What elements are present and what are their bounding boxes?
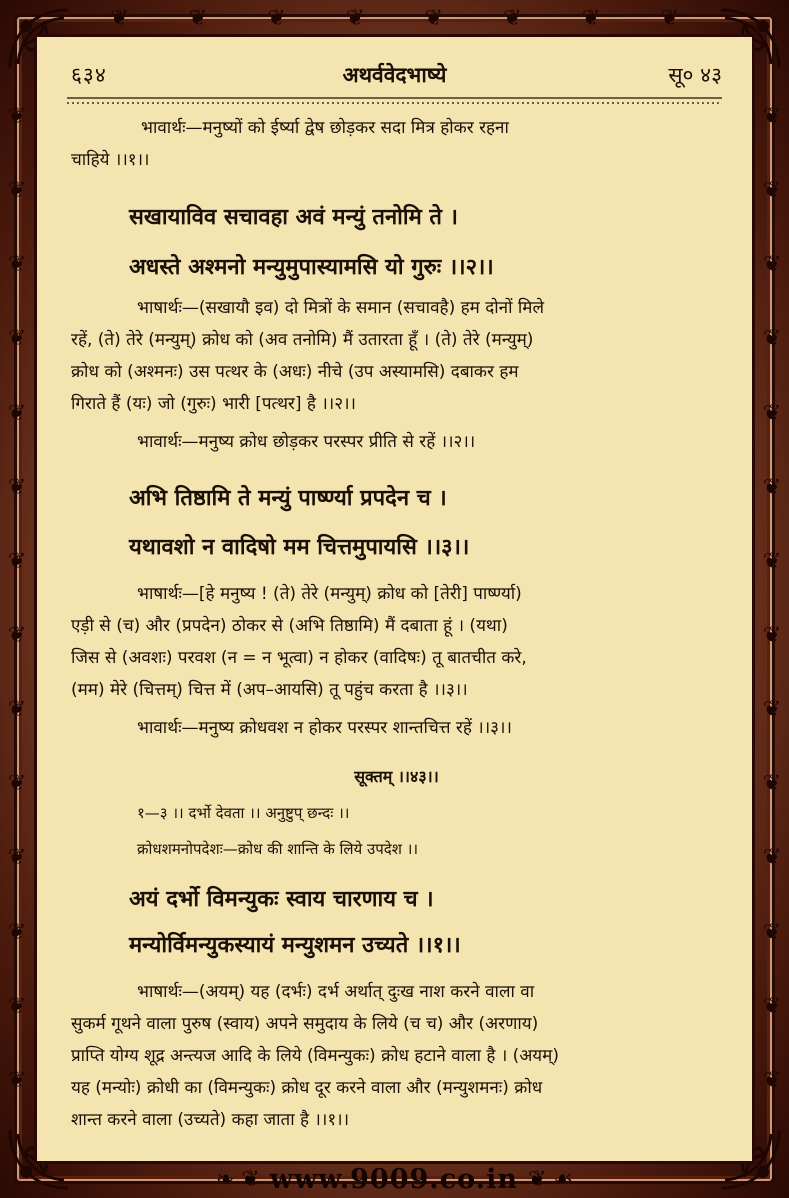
translation-line: एड़ी से (च) और (प्रपदेन) ठोकर से (अभि तिष्ठामि) मैं दबाता हूं । (यथा) (71, 616, 508, 636)
header-divider (67, 93, 722, 107)
translation-line: भाषार्थः—[हे मनुष्य ! (ते) तेरे (मन्युम्) क्रोध को [तेरी] पार्ष्ण्या) (137, 584, 522, 604)
summary-line: चाहिये ।।१।। (71, 150, 150, 170)
swirl-left-icon: ❧ ❦ (215, 1166, 260, 1192)
translation-line: (मम) मेरे (चित्तम्) चित्त में (अप–आयसि) तू पहुंच करता है ।।३।। (71, 680, 468, 700)
sanskrit-verse: मन्योर्विमन्युकस्यायं मन्युशमन उच्यते ।।१।। (129, 932, 461, 958)
translation-line: गिराते हैं (यः) जो (गुरुः) भारी [पत्थर] है ।।२।। (71, 394, 356, 414)
sanskrit-verse: अधस्ते अश्मनो मन्युमुपास्यामसि यो गुरुः ।।२।। (129, 254, 494, 280)
section-label: सू० ४३ (668, 63, 722, 87)
translation-line: सुकर्म गूथने वाला पुरुष (स्वाय) अपने समुदाय के लिये (च च) और (अरणाय) (71, 1014, 539, 1034)
translation-line: भाषार्थः—(सखायौ इव) दो मित्रों के समान (सचावहै) हम दोनों मिले (137, 298, 544, 318)
swirl-right-icon: ❦ ☙ (527, 1166, 574, 1192)
frame-top-ornament: ❦ ❦ ❦ ❦ ❦ ❦ ❦ ❦ (110, 6, 679, 31)
website-url: www.9009.co.in (269, 1163, 518, 1195)
sanskrit-verse: सखायाविव सचावहा अवं मन्युं तनोमि ते । (129, 204, 458, 230)
translation-line: क्रोध को (अश्मनः) उस पत्थर के (अधः) नीचे (उप अस्यामसि) दबाकर हम (71, 362, 519, 382)
meta-line: १—३ ।। दर्भो देवता ।। अनुष्टुप् छन्दः ।। (137, 804, 350, 822)
sanskrit-verse: यथावशो न वादिषो मम चित्तमुपायसि ।।३।। (129, 534, 470, 560)
frame-left-ornament: ❦ ❦ ❦ ❦ ❦ ❦ ❦ ❦ ❦ ❦ ❦ ❦ ❦ ❦ (7, 104, 27, 1093)
frame-right-ornament: ❦ ❦ ❦ ❦ ❦ ❦ ❦ ❦ ❦ ❦ ❦ ❦ ❦ ❦ (762, 104, 782, 1093)
footer-banner (0, 1163, 789, 1195)
translation-line: प्राप्ति योग्य शूद्र अन्त्यज आदि के लिये (विमन्युकः) क्रोध हटाने वाला है । (अयम्) (71, 1046, 559, 1066)
summary-line: भावार्थः—मनुष्यों को ईर्ष्या द्वेष छोड़कर सदा मित्र होकर रहना (141, 118, 509, 138)
summary-line: भावार्थः—मनुष्य क्रोध छोड़कर परस्पर प्रीति से रहें ।।२।। (137, 432, 476, 452)
translation-line: भाषार्थः—(अयम्) यह (दर्भः) दर्भ अर्थात् दुःख नाश करने वाला वा (137, 982, 535, 1002)
page-number: ६३४ (71, 63, 107, 87)
translation-line: जिस से (अवशः) परवश (न = न भूत्वा) न होकर (वादिषः) तू बातचीत करे, (71, 648, 527, 668)
sanskrit-verse: अभि तिष्ठामि ते मन्युं पार्ष्ण्या प्रपदेन च । (129, 485, 447, 511)
page-title: अथर्ववेदभाष्ये (342, 63, 447, 87)
translation-line: शान्त करने वाला (उच्यते) कहा जाता है ।।१।। (71, 1110, 350, 1130)
sanskrit-verse: अयं दर्भो विमन्युकः स्वाय चारणाय च । (129, 886, 434, 912)
meta-line: क्रोधशमनोपदेशः—क्रोध की शान्ति के लिये उपदेश ।। (137, 840, 419, 858)
book-page (37, 37, 752, 1161)
summary-line: भावार्थः—मनुष्य क्रोधवश न होकर परस्पर शान्तचित्त रहें ।।३।। (137, 718, 512, 738)
page-header (67, 57, 722, 91)
suktam-heading: सूक्तम् ।।४३।। (354, 767, 439, 786)
translation-line: रहें, (ते) तेरे (मन्युम्) क्रोध को (अव तनोमि) मैं उतारता हूँ । (ते) तेरे (मन्युम्) (71, 330, 534, 350)
translation-line: यह (मन्योः) क्रोधी का (विमन्युकः) क्रोध दूर करने वाला और (मन्युशमनः) क्रोध (71, 1078, 543, 1098)
